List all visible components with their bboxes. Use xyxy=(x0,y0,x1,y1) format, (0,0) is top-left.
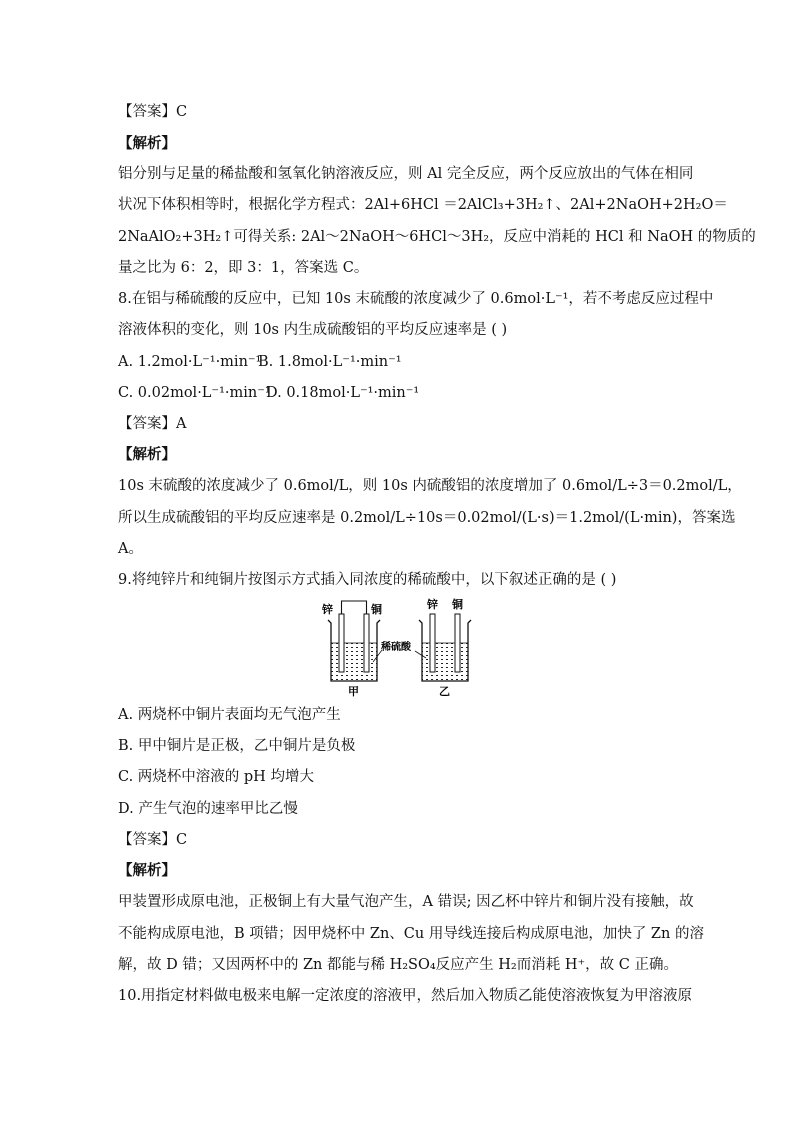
acid-solution-yi xyxy=(422,643,468,681)
copper-plate-yi xyxy=(455,614,460,672)
q7-analysis-label: 【解析】 xyxy=(118,135,176,152)
q9-option-a: A. 两烧杯中铜片表面均无气泡产生 xyxy=(118,707,341,723)
q8-stem-line-2: 溶液体积的变化，则 10s 内生成硫酸铝的平均反应速率是 ( ) xyxy=(118,322,508,338)
q9-option-d: D. 产生气泡的速率甲比乙慢 xyxy=(118,801,298,817)
q8-option-c: C. 0.02mol·L⁻¹·min⁻¹ xyxy=(118,385,271,401)
acid-solution-jia xyxy=(331,643,377,681)
q8-stem-line-1: 8.在铝与稀硫酸的反应中，已知 10s 末硫酸的浓度减少了 0.6mol·L⁻¹，若不考虑反应过程中 xyxy=(118,291,714,307)
copper-plate-jia xyxy=(364,614,369,672)
q9-option-b: B. 甲中铜片是正极，乙中铜片是负极 xyxy=(118,738,356,754)
q7-analysis-line-2: 状况下体积相等时，根据化学方程式：2Al+6HCl ＝2AlCl₃+3H₂↑、2Al+2NaOH+2H₂O＝ xyxy=(118,197,728,213)
q9-analysis-label: 【解析】 xyxy=(118,862,176,879)
q8-option-b: B. 1.8mol·L⁻¹·min⁻¹ xyxy=(258,354,402,370)
q8-option-d: D. 0.18mol·L⁻¹·min⁻¹ xyxy=(266,385,420,401)
q7-analysis-line-1: 铝分别与足量的稀盐酸和氢氧化钠溶液反应，则 Al 完全反应，两个反应放出的气体在相同 xyxy=(118,166,694,182)
label-copper-yi: 铜 xyxy=(452,598,463,611)
label-jia: 甲 xyxy=(348,685,359,698)
q8-answer: 【答案】A xyxy=(118,416,187,432)
q7-analysis-line-3: 2NaAlO₂+3H₂↑可得关系: 2Al～2NaOH～6HCl～3H₂，反应中消耗的 HCl 和 NaOH 的物质的 xyxy=(118,229,756,245)
zinc-plate-jia xyxy=(339,614,344,672)
q9-analysis-line-1: 甲装置形成原电池，正极铜上有大量气泡产生，A 错误; 因乙杯中锌片和铜片没有接触，故 xyxy=(118,894,694,910)
q8-option-a: A. 1.2mol·L⁻¹·min⁻¹ xyxy=(118,354,262,370)
q9-stem: 9.将纯锌片和纯铜片按图示方式插入同浓度的稀硫酸中，以下叙述正确的是 ( ) xyxy=(118,572,617,588)
galvanic-cell-diagram xyxy=(320,598,482,698)
beaker-yi xyxy=(419,614,471,681)
connecting-wire xyxy=(342,601,367,614)
label-zinc-jia: 锌 xyxy=(322,603,333,616)
label-copper-jia: 铜 xyxy=(371,603,382,616)
q9-analysis-line-2: 不能构成原电池，B 项错；因甲烧杯中 Zn、Cu 用导线连接后构成原电池，加快了 Zn 的溶 xyxy=(118,926,704,942)
q8-analysis-label: 【解析】 xyxy=(118,446,176,463)
label-yi: 乙 xyxy=(439,685,450,698)
q9-answer: 【答案】C xyxy=(118,832,188,848)
label-dilute-sulfuric-acid: 稀硫酸 xyxy=(381,642,411,653)
q10-stem: 10.用指定材料做电极来电解一定浓度的溶液甲，然后加入物质乙能使溶液恢复为甲溶液原 xyxy=(118,988,693,1004)
q8-analysis-line-2: 所以生成硫酸铝的平均反应速率是 0.2mol/L÷10s＝0.02mol/(L·s)＝1.2mol/(L·min)，答案选 xyxy=(118,510,736,526)
q7-answer: 【答案】C xyxy=(118,104,188,120)
q8-analysis-line-3: A。 xyxy=(118,541,143,557)
q9-analysis-line-3: 解，故 D 错；又因两杯中的 Zn 都能与稀 H₂SO₄反应产生 H₂而消耗 H⁺，故 C 正确。 xyxy=(118,957,678,973)
label-zinc-yi: 锌 xyxy=(427,598,438,611)
zinc-plate-yi xyxy=(430,614,435,672)
q9-option-c: C. 两烧杯中溶液的 pH 均增大 xyxy=(118,769,314,785)
q8-analysis-line-1: 10s 末硫酸的浓度减少了 0.6mol/L，则 10s 内硫酸铝的浓度增加了 0.6mol/L÷3＝0.2mol/L， xyxy=(118,478,742,494)
q7-analysis-line-4: 量之比为 6：2，即 3：1，答案选 C。 xyxy=(118,260,369,276)
